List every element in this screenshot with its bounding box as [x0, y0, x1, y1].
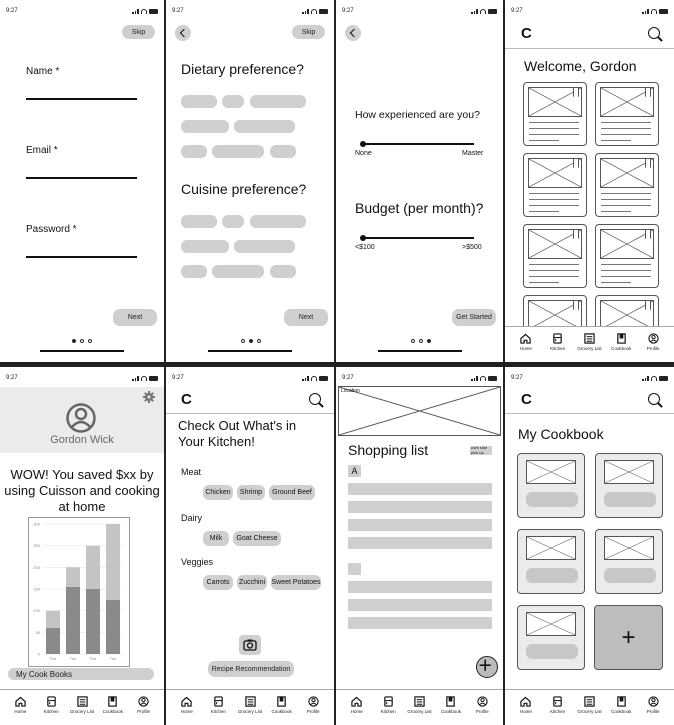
- status-bar: 9:27: [505, 0, 674, 20]
- search-icon[interactable]: [309, 393, 321, 405]
- kitchen-icon: [543, 333, 573, 344]
- screen-cookbook: [505, 367, 674, 725]
- kitchen-heading: Check Out What's in Your Kitchen!: [178, 418, 297, 449]
- screen-shopping-list: [336, 367, 503, 725]
- shopping-list-title: Shopping list: [348, 442, 429, 458]
- back-button[interactable]: [175, 25, 191, 41]
- tab-label: Cookbook: [440, 709, 462, 714]
- diet-option[interactable]: [250, 95, 306, 108]
- x-tick-label: Tue: [109, 656, 117, 661]
- search-icon[interactable]: [648, 27, 660, 39]
- bar-lower: [86, 589, 100, 654]
- tab-label: Profile: [646, 346, 660, 351]
- tab-home[interactable]: [511, 696, 541, 714]
- cookbook-card[interactable]: [517, 453, 585, 518]
- text-line: [601, 199, 651, 200]
- cuisine-option[interactable]: [234, 240, 295, 253]
- section-a-label: A: [351, 466, 358, 476]
- screen-kitchen: [166, 367, 334, 725]
- budget-title: Budget (per month)?: [355, 200, 484, 216]
- name-field[interactable]: [26, 98, 137, 100]
- home-indicator: [378, 350, 462, 352]
- tab-label: Cookbook: [611, 709, 632, 714]
- cookbook-card[interactable]: [517, 529, 585, 594]
- add-cookbook-button[interactable]: [594, 605, 663, 670]
- bar-upper: [86, 546, 100, 589]
- tab-bar: [505, 689, 674, 725]
- status-bar: 9:27: [166, 0, 334, 20]
- tab-label: Profile: [306, 709, 320, 714]
- bar-upper: [46, 611, 60, 628]
- page-dots: [72, 339, 92, 343]
- app-logo[interactable]: C: [521, 391, 532, 408]
- tab-label: Kitchen: [210, 709, 226, 714]
- screen-preferences: [166, 0, 334, 362]
- tab-label: Home: [350, 709, 363, 714]
- get-started-button[interactable]: Get Started: [452, 309, 496, 326]
- tab-label: Grocery List: [407, 709, 432, 714]
- cuisine-option[interactable]: [222, 215, 244, 228]
- tab-label: Home: [180, 709, 193, 714]
- experience-max-label: Master: [462, 150, 484, 157]
- tab-bar: [0, 689, 164, 725]
- cookbook-title-bar: [526, 492, 578, 507]
- home-icon: [342, 696, 372, 707]
- budget-slider[interactable]: [362, 237, 474, 239]
- location-map-image[interactable]: [338, 386, 501, 436]
- tab-label: Profile: [475, 709, 489, 714]
- status-bar: 9:27: [0, 0, 164, 20]
- profile-icon: [638, 333, 668, 344]
- diet-option[interactable]: [181, 95, 217, 108]
- cookbook-title-bar: [526, 644, 578, 659]
- cookbook-icon: [98, 696, 128, 707]
- screen-signup: [0, 0, 164, 362]
- tab-home[interactable]: [511, 333, 541, 351]
- home-icon: [511, 696, 541, 707]
- tab-kitchen[interactable]: [543, 696, 573, 714]
- tab-grocery-list[interactable]: [67, 696, 97, 714]
- bar-lower: [46, 628, 60, 654]
- text-line: [601, 128, 651, 129]
- home-indicator: [208, 350, 292, 352]
- diet-option[interactable]: [270, 145, 296, 158]
- savings-text: WOW! You saved $xx by using Cuisson and cooking at home: [4, 467, 160, 514]
- tab-kitchen[interactable]: [373, 696, 403, 714]
- kitchen-icon: [543, 696, 573, 707]
- tab-profile[interactable]: [467, 696, 497, 714]
- text-line: [529, 211, 559, 212]
- tab-label: Home: [14, 709, 27, 714]
- text-line: [529, 264, 579, 265]
- tab-bar: [166, 689, 334, 725]
- recipe-recommendation-button[interactable]: Recipe Recommendation: [208, 661, 294, 677]
- next-button[interactable]: Next: [113, 309, 157, 326]
- tab-label: Kitchen: [550, 709, 566, 714]
- tab-label: Home: [519, 709, 532, 714]
- recipe-card[interactable]: [523, 153, 587, 217]
- tab-profile[interactable]: [638, 333, 668, 351]
- profile-icon: [298, 696, 328, 707]
- text-line: [529, 128, 579, 129]
- section-a-header: [348, 465, 361, 477]
- tab-home[interactable]: [342, 696, 372, 714]
- curbside-badge[interactable]: curb side pick up: [470, 446, 492, 455]
- tab-label: Cookbook: [611, 346, 632, 351]
- cuisine-option[interactable]: [181, 240, 229, 253]
- back-button[interactable]: [345, 25, 361, 41]
- ingredient-chip[interactable]: Zucchini: [237, 575, 267, 590]
- y-tick-label: 0: [37, 651, 40, 657]
- cuisine-option[interactable]: [181, 265, 207, 278]
- grocery-list-icon: [575, 333, 605, 344]
- text-line: [601, 276, 651, 277]
- cookbook-image: [604, 536, 654, 560]
- tab-label: Cookbook: [102, 709, 123, 714]
- profile-icon: [638, 696, 668, 707]
- chart-svg: [29, 518, 129, 666]
- list-item[interactable]: [348, 581, 492, 593]
- tab-bar: [505, 326, 674, 362]
- text-line: [601, 264, 651, 265]
- add-cookbook-label: +: [621, 623, 636, 651]
- bar-upper: [106, 524, 120, 600]
- tab-kitchen[interactable]: [543, 333, 573, 351]
- tab-label: Kitchen: [550, 346, 566, 351]
- section-b-header: [348, 563, 361, 575]
- diet-option[interactable]: [181, 120, 229, 133]
- bar-lower: [66, 587, 80, 654]
- cookbook-icon: [606, 333, 636, 344]
- tab-kitchen[interactable]: [203, 696, 233, 714]
- gear-icon[interactable]: [143, 390, 155, 402]
- list-item[interactable]: [348, 519, 492, 531]
- tab-profile[interactable]: [638, 696, 668, 714]
- tab-cookbook[interactable]: [98, 696, 128, 714]
- y-tick-label: 200: [33, 564, 40, 570]
- status-bar: 9:27: [0, 367, 164, 387]
- text-line: [529, 205, 579, 206]
- screen-experience: [336, 0, 503, 362]
- experience-min-label: None: [355, 150, 372, 157]
- text-line: [601, 134, 651, 135]
- grocery-list-icon: [67, 696, 97, 707]
- cuisine-option[interactable]: [250, 215, 306, 228]
- ingredient-chip[interactable]: Milk: [203, 531, 229, 546]
- budget-max-label: >$500: [462, 244, 482, 251]
- cookbook-image: [526, 536, 576, 560]
- tab-home[interactable]: [5, 696, 35, 714]
- skip-button[interactable]: Skip: [122, 25, 155, 39]
- screen-profile: [0, 367, 164, 725]
- tab-label: Grocery List: [577, 709, 602, 714]
- app-logo[interactable]: C: [181, 391, 192, 408]
- tab-label: Grocery List: [577, 346, 602, 351]
- grocery-list-icon: [575, 696, 605, 707]
- category-label: Dairy: [181, 513, 203, 523]
- text-line: [529, 193, 579, 194]
- tab-profile[interactable]: [129, 696, 159, 714]
- cookbook-card[interactable]: [595, 529, 663, 594]
- budget-min-label: <$100: [355, 244, 375, 251]
- cookbook-card[interactable]: [595, 453, 663, 518]
- text-line: [529, 140, 559, 141]
- home-icon: [172, 696, 202, 707]
- welcome-heading: Welcome, Gordon: [524, 58, 637, 74]
- ingredient-chip[interactable]: Sweet Potatoes: [271, 575, 321, 590]
- bar-lower: [106, 600, 120, 654]
- tab-label: Profile: [137, 709, 150, 714]
- tab-label: Home: [519, 346, 532, 351]
- list-item[interactable]: [348, 483, 492, 495]
- tab-label: Cookbook: [271, 709, 292, 714]
- ingredient-chip[interactable]: Shrimp: [237, 485, 265, 500]
- ingredient-chip[interactable]: Goat Cheese: [233, 531, 281, 546]
- cuisine-option[interactable]: [181, 215, 217, 228]
- cuisine-title: Cuisine preference?: [181, 181, 307, 197]
- text-line: [601, 270, 651, 271]
- bar-upper: [66, 567, 80, 587]
- y-tick-label: 250: [33, 543, 40, 549]
- cookbook-title-bar: [604, 568, 656, 583]
- y-tick-label: 50: [35, 629, 40, 635]
- diet-option[interactable]: [222, 95, 244, 108]
- text-line: [601, 205, 651, 206]
- text-line: [601, 122, 651, 123]
- dietary-title: Dietary preference?: [181, 61, 304, 77]
- cookbook-icon: [606, 696, 636, 707]
- x-tick-label: Tue: [69, 656, 77, 661]
- x-tick-label: Tue: [89, 656, 97, 661]
- password-field[interactable]: [26, 256, 137, 258]
- text-line: [529, 276, 579, 277]
- x-tick-label: Tue: [49, 656, 57, 661]
- diet-option[interactable]: [181, 145, 207, 158]
- tab-label: Kitchen: [43, 709, 59, 714]
- text-line: [529, 282, 559, 283]
- tab-grocery-list[interactable]: [235, 696, 265, 714]
- tab-cookbook[interactable]: [436, 696, 466, 714]
- tab-grocery-list[interactable]: [405, 696, 435, 714]
- kitchen-icon: [373, 696, 403, 707]
- recipe-card[interactable]: [595, 153, 659, 217]
- home-icon: [511, 333, 541, 344]
- text-line: [529, 199, 579, 200]
- email-field[interactable]: [26, 177, 137, 179]
- cookbook-icon: [267, 696, 297, 707]
- list-item[interactable]: [348, 501, 492, 513]
- y-tick-label: 300: [33, 521, 40, 527]
- camera-icon[interactable]: [239, 635, 261, 655]
- page-dots: [411, 339, 431, 343]
- my-cookbooks-button[interactable]: My Cook Books: [8, 668, 154, 680]
- tab-label: Grocery List: [237, 709, 263, 714]
- page-dots: [241, 339, 261, 343]
- status-bar: 9:27: [505, 367, 674, 387]
- diet-option[interactable]: [212, 145, 264, 158]
- cuisine-option[interactable]: [270, 265, 296, 278]
- category-label: Meat: [181, 467, 202, 477]
- profile-icon: [129, 696, 159, 707]
- tab-grocery-list[interactable]: [575, 333, 605, 351]
- category-label: Veggies: [181, 557, 214, 567]
- savings-chart: [28, 517, 130, 667]
- text-line: [601, 211, 631, 212]
- app-logo[interactable]: C: [521, 25, 532, 42]
- y-tick-label: 150: [33, 586, 40, 592]
- tab-grocery-list[interactable]: [575, 696, 605, 714]
- kitchen-icon: [203, 696, 233, 707]
- cuisine-option[interactable]: [212, 265, 264, 278]
- cookbook-card[interactable]: [517, 605, 585, 670]
- tab-home[interactable]: [172, 696, 202, 714]
- text-line: [529, 134, 579, 135]
- screen-home: [505, 0, 674, 362]
- recipe-card[interactable]: [595, 82, 659, 146]
- cookbook-title-bar: [526, 568, 578, 583]
- next-button[interactable]: Next: [284, 309, 328, 326]
- ingredient-chip[interactable]: Chicken: [203, 485, 233, 500]
- tab-profile[interactable]: [298, 696, 328, 714]
- recipe-card[interactable]: [523, 224, 587, 288]
- y-tick-label: 100: [33, 608, 40, 614]
- email-label: Email *: [26, 145, 58, 156]
- cookbook-image: [604, 460, 654, 484]
- tab-bar: [336, 689, 503, 725]
- name-label: Name *: [26, 66, 60, 77]
- cookbook-image: [526, 612, 576, 636]
- tab-cookbook[interactable]: [606, 696, 636, 714]
- tab-label: Profile: [646, 709, 660, 714]
- skip-button[interactable]: Skip: [292, 25, 325, 39]
- kitchen-icon: [36, 696, 66, 707]
- cookbook-title: My Cookbook: [518, 426, 604, 442]
- tab-kitchen[interactable]: [36, 696, 66, 714]
- tab-cookbook[interactable]: [606, 333, 636, 351]
- grocery-list-icon: [405, 696, 435, 707]
- ingredient-chip[interactable]: Carrots: [203, 575, 233, 590]
- tab-label: Kitchen: [380, 709, 396, 714]
- status-bar: 9:27: [336, 0, 503, 20]
- experience-title: How experienced are you?: [355, 109, 480, 121]
- cookbook-image: [526, 460, 576, 484]
- home-icon: [5, 696, 35, 707]
- experience-slider[interactable]: [362, 143, 474, 145]
- password-label: Password *: [26, 224, 77, 235]
- text-line: [529, 270, 579, 271]
- status-bar: 9:27: [336, 367, 503, 387]
- search-icon[interactable]: [648, 393, 660, 405]
- user-name: Gordon Wick: [50, 434, 114, 446]
- text-line: [601, 193, 651, 194]
- cookbook-icon: [436, 696, 466, 707]
- list-item[interactable]: [348, 537, 492, 549]
- grocery-list-icon: [235, 696, 265, 707]
- recipe-card[interactable]: [595, 224, 659, 288]
- avatar-icon: [66, 403, 96, 433]
- list-item[interactable]: [348, 599, 492, 611]
- text-line: [529, 122, 579, 123]
- add-item-button[interactable]: [476, 656, 498, 678]
- cookbook-title-bar: [604, 492, 656, 507]
- tab-cookbook[interactable]: [267, 696, 297, 714]
- recipe-card[interactable]: [523, 82, 587, 146]
- location-label: Location: [341, 388, 360, 394]
- text-line: [601, 140, 631, 141]
- ingredient-chip[interactable]: Ground Beef: [269, 485, 315, 500]
- text-line: [601, 282, 631, 283]
- profile-icon: [467, 696, 497, 707]
- tab-label: Grocery List: [69, 709, 95, 714]
- list-item[interactable]: [348, 617, 492, 629]
- home-indicator: [40, 350, 124, 352]
- diet-option[interactable]: [234, 120, 295, 133]
- status-bar: 9:27: [166, 367, 334, 387]
